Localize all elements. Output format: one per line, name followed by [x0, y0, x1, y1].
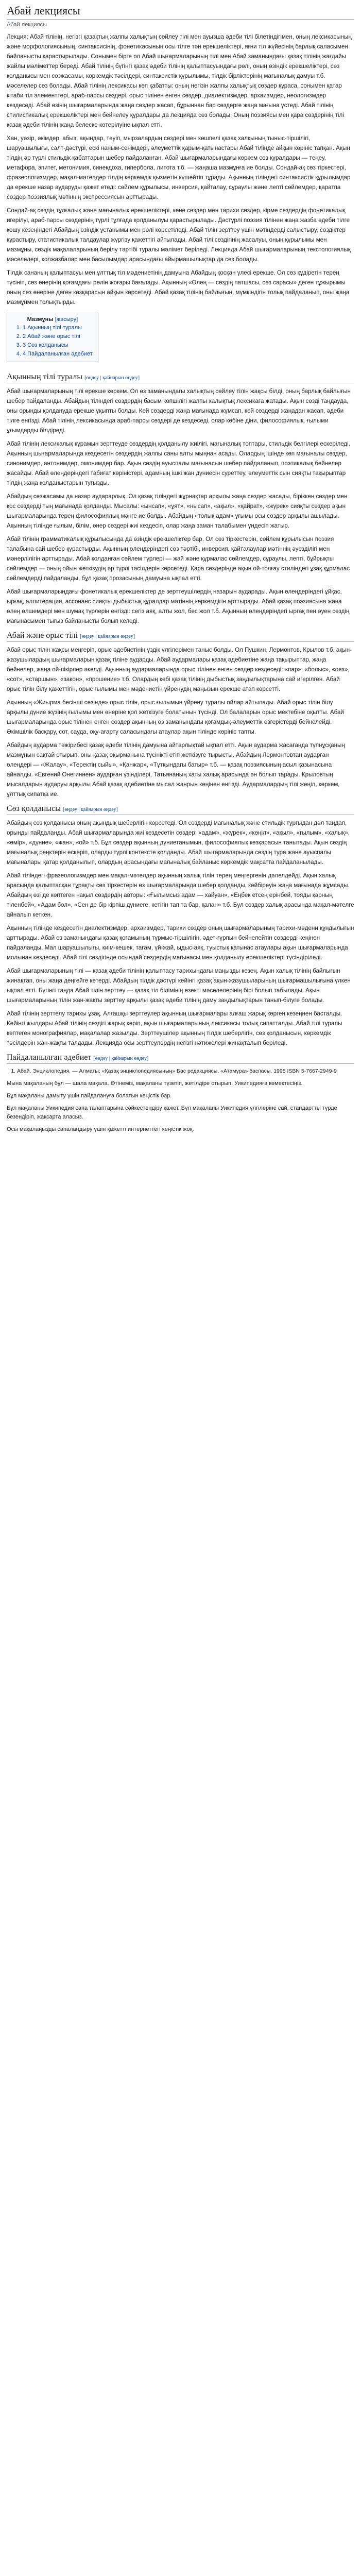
section-paragraph: Абай орыс тілін жақсы меңгеріп, орыс әдебиетінің үздік үлгілерімен таныс болды. Ол Пушкин, Лермонтов, Крылов т.б. ақын-жазушылардың шығармаларын қазақ тіліне аударды. Абай аудармалары қазақ әдебиетіне жаңа тақырыптар, жаңа бейнелер, жаңа ой-пікірлер әкелді. Ақынның аудармаларында орыс тілінен енген сөздер кездеседі: «пар», «болыс», «ояз», «сот», «старшын», «закон», «прошение» т.б. Олардың көбі қазақ тілінің дыбыстық заңдылықтарына сай игерілген. Абай орыс тілін білу қажеттігін, орыс ғылымы мен мәдениетін үйренудің маңызын ерекше атап көрсетті.	[7, 647, 352, 692]
section-heading-text: Абай және орыс тілі	[7, 631, 78, 640]
references-heading	[7, 1053, 354, 1064]
section-paragraph: Абайдың аударма тәжірибесі қазақ әдеби тілінің дамуына айтарлықтай ықпал етті. Ақын аударма жасағанда түпнұсқаның мазмұнын сақтай отырып, оны қазақ оқырманына түсінікті етіп жеткізуге тырысты. Абайдың Лермонтовтан аударған өлеңдері — «Жалау», «Теректің сыйы», «Қанжар», «Тұтқындағы батыр» т.б. — қазақ поэзиясының асыл қазынасына айналды. «Евгений Онегиннен» аударған үзінділері, Татьянаның хаты халық арасында ән болып тарады. Крыловтың мысалдарын аударуы арқылы Абай қазақ әдебиетіне мысал жанрын кеңінен енгізді. Аудармалардың тілі жеңіл, көркем, ұлттық сипатқа ие.	[7, 742, 347, 798]
toc-list	[12, 324, 93, 359]
section-paragraph: Абай шығармаларындағы фонетикалық ерекшеліктер де зерттеушілердің назарын аударады. Ақын өлеңдеріндегі ұйқас, ырғақ, аллитерация, ассонанс сияқты дыбыстық құралдар мәтіннің көркемдігін арттырады. Абай қазақ поэзиясына жаңа өлең өлшемдері мен шумақ түрлерін енгізді: сегіз аяқ, алты жол, бес жол т.б. Ақынның өлеңдеріндегі ырғақ пен әуен сөздің мағынасымен тығыз байланысты болып келеді.	[7, 588, 351, 624]
section-paragraph: Абай тіліндегі фразеологизмдер мен мақал-мәтелдер ақынның халық тілін терең меңгергенін дәлелдейді. Ақын халық арасында қалыптасқан тұрақты сөз тіркестерін өз шығармаларында шебер қолданды, кейбіреуін жаңа мағынада жұмсады. Абайдың өзі де көптеген нақыл сөздердің авторы: «Ғылымсыз адам — хайуан», «Еңбек етсең ерінбей, тояды қарның тіленбей», «Адам бол», «Сен де бір кірпіш дүниеге, кетігін тап та бар, қалан» т.б. Бұл сөздер халық арасында мақал-мәтелге айналып кеткен.	[7, 872, 356, 918]
section-paragraph: Ақынның тілінде кездесетін диалектизмдер, архаизмдер, тарихи сөздер оның шығармаларының тарихи-мәдени құндылығын арттырады. Абай өз заманындағы қазақ қоғамының тұрмыс-тіршілігін, әдет-ғұрпын бейнелейтін сөздерді кеңінен пайдаланды. Мал шаруашылығы, киім-кешек, тағам, үй-жай, ыдыс-аяқ, туыстық қатынас атаулары ақын шығармаларында молынан кездеседі. Абай тілі сөздігінде осындай сөздердің мағынасы мен қолданылу ерекшеліктері түсіндіріледі.	[7, 925, 356, 961]
references-list	[7, 1067, 354, 1075]
toc-item[interactable]: 2. 2 Абай және орыс тілі	[23, 332, 93, 341]
section-heading	[7, 631, 354, 642]
intro-paragraph: Тілдік сананың қалыптасуы мен ұлттық тіл мәдениетінің дамуына Абайдың қосқан үлесі ерекше. Ол сөз құдіретін терең түсініп, сөз өнерінің қоғамдағы рөлін жоғары бағалады. Ақынның «Өлең — сөздің патшасы, сөз сарасы» деген тұжырымы оның сөз өнеріне деген көзқарасын айқын көрсетеді. Абай қазақ тілінің байлығын, мүмкіндігін толық пайдаланып, оны жаңа мазмұнмен толықтырды.	[7, 269, 351, 306]
section-heading-text: Сөз қолданысы	[7, 804, 61, 813]
edit-link[interactable]: [өңдеу | қайнарын өңдеу]	[80, 634, 135, 639]
intro-paragraph: Хан, уәзір, әкімдер, абыз, ақындар, тәуіп, мырзалардың сөздері мен көшпелі қазақ халқының тыныс-тіршілігі, шаруашылығы, салт-дәстүрі, ескі наным-сенімдері, әлеуметтік қарым-қатынастары Абай тілінде айқын көрініс тапқан. Ақын тілдің әр түрлі стильдік қабаттарын шебер пайдаланған. Абай шығармаларындағы көркем сөз құралдары — теңеу, метафора, эпитет, метонимия, синекдоха, гипербола, литота т.б. — жаңаша мазмұнға ие болды. Сондай-ақ сөз тіркестері, фразеологизмдер, мақал-мәтелдер тілдің көркемдік қызметін күшейтіп тұрады. Ақынның тіліндегі синтаксистік құрылымдар да ерекше назар аударуды қажет етеді: сөйлем құрылысы, инверсия, қайталау, сұраулы және лепті сөйлемдер, қаратпа сөздер поэзиялық мәтіннің экспрессиясын арттырады.	[7, 135, 352, 200]
section-paragraph: Абай тілінің лексикалық құрамын зерттеуде сөздердің қолданылу жиілігі, мағыналық топтары, стильдік белгілері ескеріледі. Ақынның шығармаларында кездесетін сөздердің жалпы саны алты мыңнан асады. Олардың ішінде көп мағыналы сөздер, синонимдер, антонимдер, омонимдер бар. Ақын сөздің ауыспалы мағынасын шебер пайдаланып, поэтикалық бейнелер жасайды. Абай өлеңдеріндегі табиғат көріністері, адамның ішкі жан дүниесін суреттеу, әлеуметтік сын сияқты тақырыптар тілдің жаңа қолданыстарын туғызды.	[7, 440, 352, 486]
toc-item[interactable]: 3. 3 Сөз қолданысы	[23, 341, 93, 350]
toc-heading: Мазмұны	[27, 316, 54, 323]
intro	[7, 32, 354, 307]
section-heading-text: Ақынның тілі туралы	[7, 372, 83, 381]
toc-hide-link[interactable]: [жасыру]	[55, 316, 78, 323]
toc-item[interactable]: 1. 1 Ақынның тілі туралы	[23, 324, 93, 332]
expand-notice: Бұл мақаланы дамыту үшін пайдалануға болатын кеңістік бар.	[7, 1093, 172, 1099]
intro-paragraph: Лекция; Абай тілінің, негізгі қазақтың жалпы халықтың сөйлеу тілі мен ауызша әдеби тілі білетіндігімен, оның лексикасының және морфологиясының, синтаксисінің, фонетикасының осы тілге тән ерекшеліктері, яғни тіл жүйесінің барлық саласымен байланысты қарастырылады. Сонымен бірге ол Абай шығармаларының тілі мен Абай заманындағы қазақ тілінің жағдайы жайлы мәліметтер береді. Абай тілінің бүгінгі қазақ әдеби тілінің қалыптасуындағы рөлі, оның өзіндік ерекшеліктері, сөз қолданысы мен сөзжасамы, көркемдік тәсілдері, синтаксистік құрылымы, тілдік бірліктерінің мағыналық дамуы т.б. мәселелер сөз болады. Абай тілінің лексикасы көп қабатты: оның негізін жалпы халықтық сөздер құраса, сонымен қатар кітаби тіл элементтері, араб-парсы сөздері, орыс тілінен енген сөздер, диалектизмдер, архаизмдер, неологизмдер кездеседі. Абай өзінің шығармаларында жаңа сөздер жасап, бұрыннан бар сөздерге жаңа мағына үстеді. Абай тілінің стилистикалық ерекшеліктері мен бейнелеу құралдары да лекцияда сөз болады. Оның поэзиясы мен қара сөздерінің тілі қазақ әдеби тілінің жаңа белеске көтерілуіне ықпал етті.	[7, 33, 353, 128]
references-heading-text: Пайдаланылған әдебиет	[7, 1053, 92, 1062]
section-paragraph: Абай шығармаларының тілі — қазақ әдеби тілінің қалыптасу тарихындағы маңызды кезең. Ақын халық тілінің байлығын жинақтап, оны жаңа деңгейге көтерді. Абайдың тілдік дәстүрі кейінгі қазақ ақын-жазушыларының шығармашылығына үлкен ықпал етті. Бүгінгі таңда Абай тілін зерттеу — қазақ тіл білімінің өзекті мәселелерінің бірі болып табылады. Ақын шығармаларының тілін жан-жақты зерттеу арқылы қазақ әдеби тілінің даму заңдылықтарын танып-білуге болады.	[7, 968, 352, 1004]
page-subtitle: Абай лекциясы	[7, 22, 47, 28]
table-of-contents	[7, 313, 98, 362]
section-heading	[7, 804, 354, 815]
toc-item[interactable]: 4. 4 Пайдаланылған әдебиет	[23, 350, 93, 359]
sections	[7, 372, 354, 1048]
edit-link[interactable]: [өңдеу | қайнарын өңдеу]	[84, 375, 140, 381]
quality-notice: Бұл мақаланы Уикипедия сапа талаптарына сәйкестендіру қажет. Бұл мақаланы Уикипедия үлгілеріне сай, стандартты түрде безендіріп, жақсарта аласыз.	[7, 1105, 339, 1120]
section-paragraph: Ақынның «Жиырма бесінші сөзінде» орыс тілін, орыс ғылымын үйрену туралы ойлар айтылады. Абай орыс тілін білу арқылы дүние жүзінің ғылымы мен өнеріне қол жеткізуге болатынын түсінді. Ол балаларын орыс мектебіне оқытты. Абай шығармаларында орыс тілінен енген сөздер ақынның өз заманындағы қоғамдық-әлеуметтік өзгерістерді бейнелейді. Әкімшілік басқару, сот, сауда, оқу-ағарту саласындағы атаулар ақын тілінде көрініс тапты.	[7, 699, 346, 735]
edit-link[interactable]: [өңдеу | қайнарын өңдеу]	[62, 807, 118, 812]
stub-notice: Мына мақаланың бұл — шала мақала. Өтінеміз, мақаланы түзетіп, жетілдіре отырып, Уикипедияға көмектесіңіз.	[7, 1080, 303, 1087]
section-paragraph: Абай тілінің грамматикалық құрылысында да өзіндік ерекшеліктер бар. Ол сөз тіркестерін, сөйлем құрылысын поэзия талабына сай шебер құрастырды. Ақынның өлеңдеріндегі сөз тәртібі, инверсия, қайталаулар мәтіннің әуезділігі мен мәнерлілігін арттырады. Абай қолданған сөйлем түрлері — жай және құрмалас сөйлемдер, сұраулы, лепті, бұйрықты сөйлемдер — оның ойын жеткізудің әр түрлі тәсілдерін көрсетеді. Қара сөздерінде ақын ой-толғау стиліндегі ұзақ құрмалас сөйлемдерді пайдаланды, бұл қазақ прозасының дамуына ықпал етті.	[7, 536, 352, 582]
section-heading	[7, 372, 354, 383]
section-paragraph: Абайдың сөзжасамы да назар аударарлық. Ол қазақ тіліндегі жұрнақтар арқылы жаңа сөздер жасады, біріккен сөздер мен қос сөздерді тың мағынада қолданды. Мысалы: «ынсап», «ұят», «нысап», «ақыл», «қайрат», «жүрек» сияқты сөздер ақын шығармаларында терең философиялық мәнге ие болды. Абайдың «толық адам» ұғымы осы сөздер арқылы ашылады. Ақынның тілінде ғылым, білім, өнер сөздері жиі кездесіп, олар жаңа заман талабымен үндесіп жатыр.	[7, 493, 349, 529]
section-paragraph: Абайдың сөз қолданысы оның ақындық шеберлігін көрсетеді. Ол сөздерді мағыналық және стильдік тұрғыдан дәл таңдап, орынды пайдаланды. Абай шығармаларында жиі кездесетін сөздер: «адам», «жүрек», «көңіл», «ақыл», «ғылым», «халық», «өмір», «дүние», «жан», «ой» т.б. Бұл сөздер ақынның дүниетанымын, философиялық көзқарасын танытады. Ақын сөздің мағыналық реңктерін ескеріп, оларды түрлі контексте қолданды. Абай шығармаларында сөздің тура және ауыспалы мағыналары қатар қолданылып, олардың арасындағы мағыналық байланыс көркемдік мақсатта пайдаланылады.	[7, 820, 352, 866]
reference-item: 1. Абай. Энциклопедия. — Алматы: «Қазақ энциклопедиясының» Бас редакциясы, «Атамұра» баспасы, 1995 ISBN 5-7667-2949-9	[17, 1067, 354, 1075]
article	[7, 0, 354, 1134]
section-paragraph: Абай шығармаларының тілі ерекше көркем. Ол өз заманындағы халықтың сөйлеу тілін жақсы білді, оның барлық байлығын шебер пайдаланды. Абайдың тіліндегі сөздердің басым көпшілігі жалпы халықтық лексикаға жатады. Ақын сөзді таңдауда, оны орынды қолдануда ерекше ұқыпты болды. Кей сөздерді жаңа мағынада жұмсап, кей сөздерді жаңадан жасап, әдеби тілге енгізді. Абай тілінің лексикасында араб-парсы сөздері де кездеседі, олар көбіне діни, философиялық, ғылыми ұғымдарды білдіреді.	[7, 388, 353, 434]
edit-link[interactable]: [өңдеу | қайнарын өңдеу]	[93, 1056, 149, 1061]
intro-paragraph: Сондай-ақ сөздің тұлғалық және мағыналық ерекшеліктері, көне сөздер мен тарихи сөздер, кірме сөздердің фонетикалық игерілуі, араб-парсы сөздерінің түрлі тұлғада қолданылуы қарастырылады. Дәстүрлі поэзия тілінен жаңа жазба әдеби тілге көшу кезеңіндегі Абайдың өзіндік ұстанымы мен рөлі көрсетіледі. Абай тілін зерттеу үшін мәтіндерді салыстыру, сөздіктер құрастыру, статистикалық талдаулар жүргізу қажеттігі айтылады. Абай тілі сөздігінің жасалуы, оның құрылымы мен мазмұны, сөздік мақалаларының берілу тәртібі туралы мәлімет беріледі. Лекцияда Абай шығармаларының текстологиялық мәселелері, қолжазбалар мен басылымдар арасындағы айырмашылықтар да сөз болады.	[7, 207, 352, 263]
footer-notice: Осы мақалаңызды сапаландыру үшін қажетті интернеттегі кеңістік жоқ.	[7, 1126, 194, 1132]
page-title: Абай лекциясы	[7, 4, 354, 20]
section-paragraph: Абай тілінің зерттелу тарихы ұзақ. Алғашқы зерттеулер ақынның шығармалары алғаш жарық көрген кезеңнен басталды. Кейінгі жылдары Абай тілінің сөздігі жарық көріп, ақын шығармаларының лексикасы толық сипатталды. Абай тілі туралы көптеген монографиялар, мақалалар жазылды. Зерттеушілер ақынның тілдік шеберлігін, сөз қолданысын, көркемдік тәсілдерін жан-жақты талдады. Лекцияда осы зерттеулердің негізгі нәтижелері жинақталып беріледі.	[7, 1010, 344, 1046]
